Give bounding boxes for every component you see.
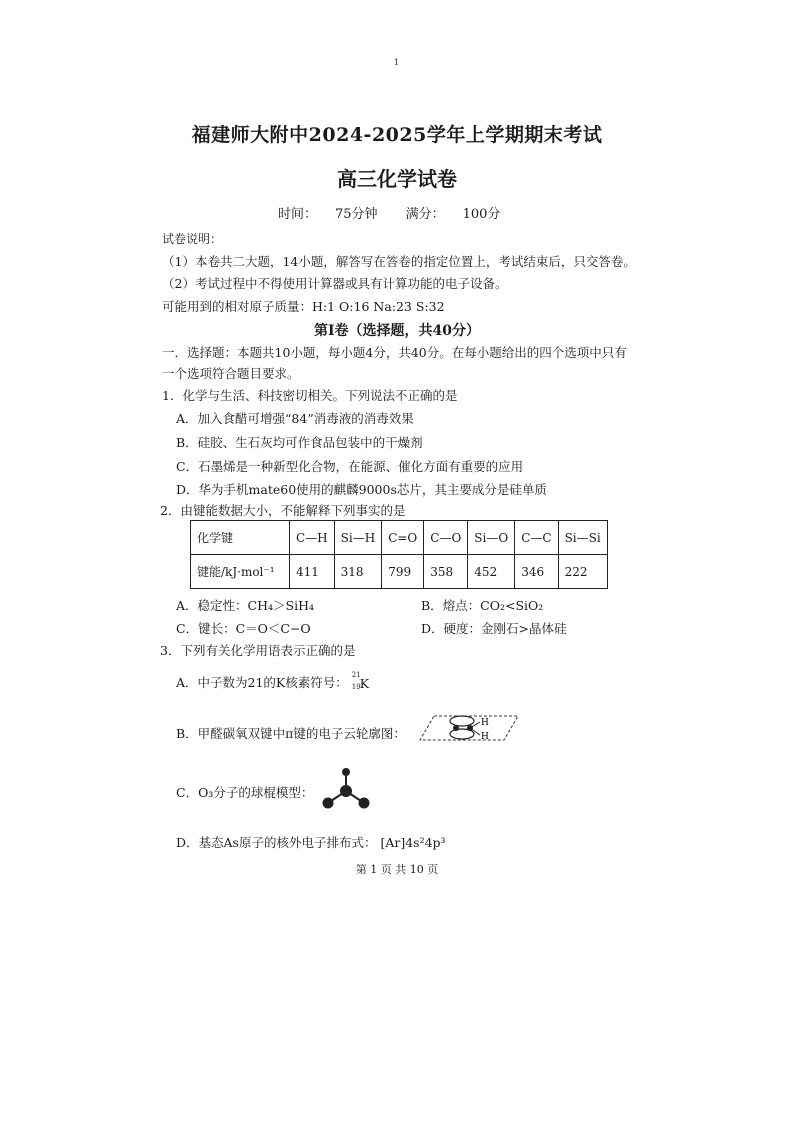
part-intro-line1: 一．选择题：本题共10小题，每小题4分，共40分。在每小题给出的四个选项中只有 (162, 345, 627, 360)
table-cell: Si—H (334, 521, 382, 555)
q3-option-a-text: A．中子数为21的K核素符号： (176, 675, 348, 690)
instructions-heading: 试卷说明： (162, 232, 223, 246)
instruction-2: （2）考试过程中不得使用计算器或具有计算功能的电子设备。 (162, 276, 508, 291)
q1-option-a: A．加入食醋可增强“84”消毒液的消毒效果 (176, 411, 414, 426)
svg-text:H: H (481, 718, 489, 728)
table-cell: 键能/kJ·mol⁻¹ (191, 555, 290, 589)
table-cell: 358 (424, 555, 468, 589)
q2-option-c: C．键长：C＝O＜C−O (176, 621, 311, 636)
q3-option-d-text: D．基态As原子的核外电子排布式： (176, 835, 377, 850)
page-number: 1 (394, 58, 400, 67)
q1-option-d: D．华为手机mate60使用的麒麟9000s芯片，其主要成分是硅单质 (176, 482, 547, 497)
table-cell: 799 (382, 555, 424, 589)
q2-stem: 2．由键能数据大小，不能解释下列事实的是 (160, 503, 406, 518)
mass-number: 21 (351, 670, 361, 679)
table-cell: 411 (290, 555, 335, 589)
exam-subtitle: 高三化学试卷 (337, 167, 457, 191)
q1-option-b: B．硅胶、生石灰均可作食品包装中的干燥剂 (176, 435, 423, 450)
instruction-1: （1）本卷共二大题，14小题，解答写在答卷的指定位置上，考试结束后，只交答卷。 (162, 254, 636, 269)
atomic-masses: 可能用到的相对原子质量：H:1 O:16 Na:23 S:32 (162, 299, 445, 314)
page-footer: 第 1 页 共 10 页 (355, 863, 439, 876)
table-cell: 452 (468, 555, 515, 589)
table-cell: 222 (558, 555, 607, 589)
q3-option-d (176, 833, 446, 851)
q3-option-a (176, 670, 374, 691)
table-row (191, 521, 608, 555)
electron-configuration: [Ar]4s²4p³ (380, 835, 446, 850)
table-cell: Si—O (468, 521, 515, 555)
table-cell: Si—Si (558, 521, 607, 555)
table-cell: C—O (424, 521, 468, 555)
table-cell: 318 (334, 555, 382, 589)
time-value: 75分钟 (335, 207, 378, 222)
exam-title: 福建师大附中2024-2025学年上学期期末考试 (191, 124, 603, 146)
table-cell: 化学键 (191, 521, 290, 555)
part-intro-line2: 一个选项符合题目要求。 (162, 366, 300, 381)
nuclide-symbol (351, 670, 374, 691)
q2-option-b: B．熔点：CO₂<SiO₂ (421, 598, 544, 613)
q1-stem: 1．化学与生活、科技密切相关。下列说法不正确的是 (162, 388, 458, 403)
q2-option-d: D．硬度：金刚石>晶体硅 (421, 621, 567, 636)
table-cell: 346 (515, 555, 558, 589)
q3-option-c: C．O₃分子的球棍模型： (176, 785, 314, 800)
section-title: 第Ⅰ卷（选择题，共40分） (313, 323, 481, 339)
q3-option-b: B．甲醛碳氧双键中π键的电子云轮廓图： (176, 726, 406, 741)
svg-text:H: H (481, 732, 489, 742)
table-cell: C—H (290, 521, 335, 555)
score-label: 满分： (405, 207, 445, 222)
table-row (191, 555, 608, 589)
pi-bond-orbital-diagram (418, 710, 522, 744)
table-cell: C—C (515, 521, 558, 555)
exam-info (278, 203, 500, 222)
atomic-number: 19 (351, 682, 361, 691)
table-cell: C=O (382, 521, 424, 555)
time-label: 时间： (278, 207, 318, 222)
bond-energy-table (190, 520, 608, 589)
q2-option-a: A．稳定性：CH₄＞SiH₄ (176, 598, 314, 613)
q3-stem: 3．下列有关化学用语表示正确的是 (160, 643, 356, 658)
q1-option-c: C．石墨烯是一种新型化合物，在能源、催化方面有重要的应用 (176, 459, 524, 474)
score-value: 100分 (462, 207, 501, 222)
element-symbol: K (359, 675, 370, 691)
ozone-ball-stick-model (318, 763, 374, 813)
